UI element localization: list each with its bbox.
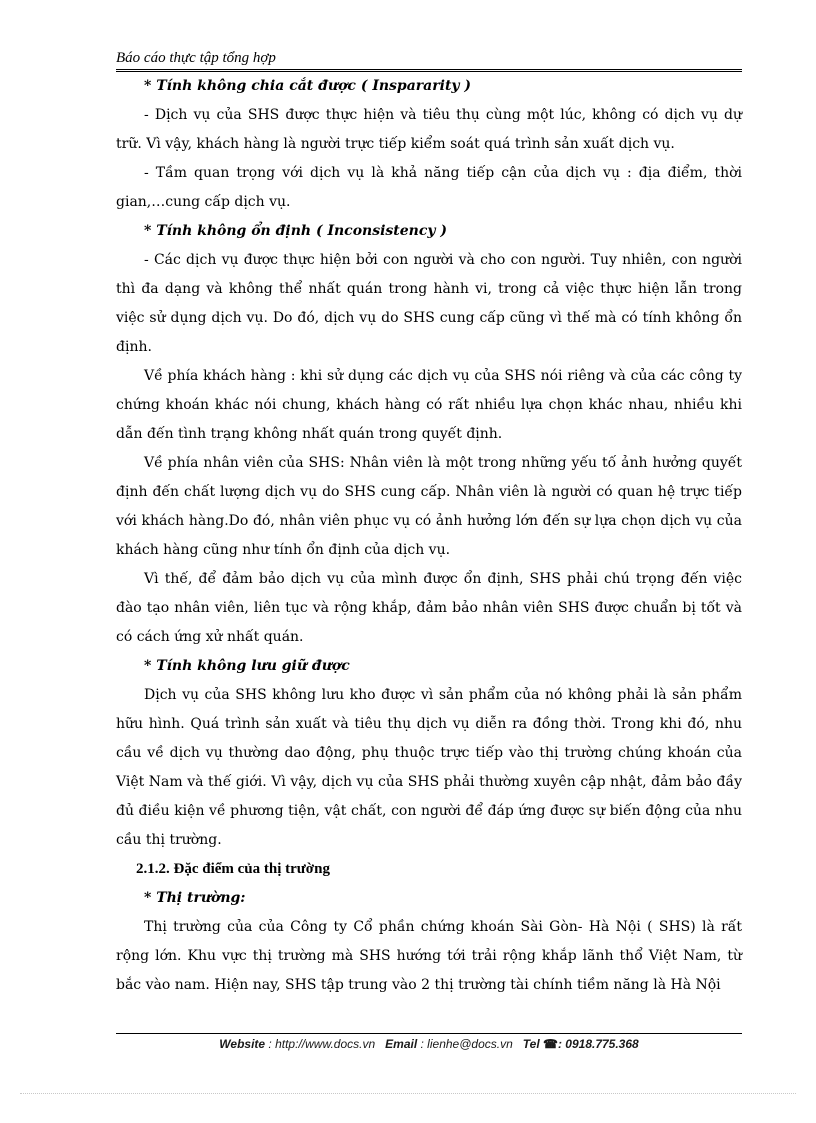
paragraph: Dịch vụ của SHS không lưu kho được vì sản phẩm của nó không phải là sản phẩm hữu hình. Quá trình sản xuất và tiêu thụ dịch vụ diễn ra đồng thời. Trong khi đó, nhu cầu về dịch vụ thường dao động, phụ thuộc trực tiếp vào thị trường chúng khoán của Việt Nam và thế giới. Vì vậy, dịch vụ của SHS phải thường xuyên cập nhật, đảm bảo đầy đủ điều kiện về phương tiện, vật chất, con người để đáp ứng được sự biến động của nhu cầu thị trường. — [116, 687, 742, 848]
subheading-perishability: * Tính không lưu giữ được — [144, 658, 350, 674]
paragraph: - Các dịch vụ được thực hiện bởi con người và cho con người. Tuy nhiên, con người thì đa dạng và không thể nhất quán trong hành vi, trong cả việc thực hiện lẫn trong việc sử dụng dịch vụ. Do đó, dịch vụ do SHS cung cấp cũng vì thế mà có tính không ổn định. — [116, 252, 742, 355]
subheading-inconsistency: * Tính không ổn định ( Inconsistency ) — [144, 223, 448, 239]
footer-email-label: Email — [385, 1037, 418, 1051]
section-heading-market: 2.1.2. Đặc điểm của thị trường — [136, 861, 330, 877]
paragraph: Vì thế, để đảm bảo dịch vụ của mình được ổn định, SHS phải chú trọng đến việc đào tạo nhân viên, liên tục và rộng khắp, đảm bảo nhân viên SHS được chuẩn bị tốt và có cách ứng xử nhất quán. — [116, 571, 742, 645]
footer-website-label: Website — [219, 1037, 266, 1051]
phone-icon: ☎ — [543, 1037, 558, 1051]
footer-tel: : 0918.775.368 — [557, 1037, 639, 1051]
paragraph: - Tầm quan trọng với dịch vụ là khả năng tiếp cận của dịch vụ : địa điểm, thời gian,…cung cấp dịch vụ. — [116, 165, 742, 210]
page-header-title: Báo cáo thực tập tổng hợp — [116, 50, 276, 66]
page-footer — [116, 1037, 742, 1051]
subheading-insparability: * Tính không chia cắt được ( Inspararity ) — [144, 78, 472, 94]
paragraph: - Dịch vụ của SHS được thực hiện và tiêu thụ cùng một lúc, không có dịch vụ dự trữ. Vì vậy, khách hàng là người trực tiếp kiểm soát quá trình sản xuất dịch vụ. — [116, 107, 742, 152]
paragraph: Về phía khách hàng : khi sử dụng các dịch vụ của SHS nói riêng và của các công ty chứng khoán khác nói chung, khách hàng có rất nhiều lựa chọn khác nhau, nhiều khi dẫn đến tình trạng không nhất quán trong quyết định. — [116, 368, 742, 442]
subheading-market: * Thị trường: — [144, 890, 246, 906]
paragraph: Thị trường của của Công ty Cổ phần chứng khoán Sài Gòn- Hà Nội ( SHS) là rất rộng lớn. Khu vực thị trường mà SHS hướng tới trải rộng khắp lãnh thổ Việt Nam, từ bắc vào nam. Hiện nay, SHS tập trung vào 2 thị trường tài chính tiềm năng là Hà Nội — [116, 919, 742, 993]
paragraph: Về phía nhân viên của SHS: Nhân viên là một trong những yếu tố ảnh hưởng quyết định đến chất lượng dịch vụ do SHS cung cấp. Nhân viên là người có quan hệ trực tiếp với khách hàng.Do đó, nhân viên phục vụ có ảnh hưởng lớn đến sự lựa chọn dịch vụ của khách hàng cũng như tính ổn định của dịch vụ. — [116, 455, 742, 558]
page-bottom-rule — [20, 1093, 796, 1094]
footer-rule — [116, 1033, 742, 1034]
document-body — [116, 72, 742, 1000]
footer-website[interactable]: : http://www.docs.vn — [268, 1037, 376, 1051]
footer-tel-label: Tel — [522, 1037, 540, 1051]
footer-email[interactable]: : lienhe@docs.vn — [420, 1037, 513, 1051]
